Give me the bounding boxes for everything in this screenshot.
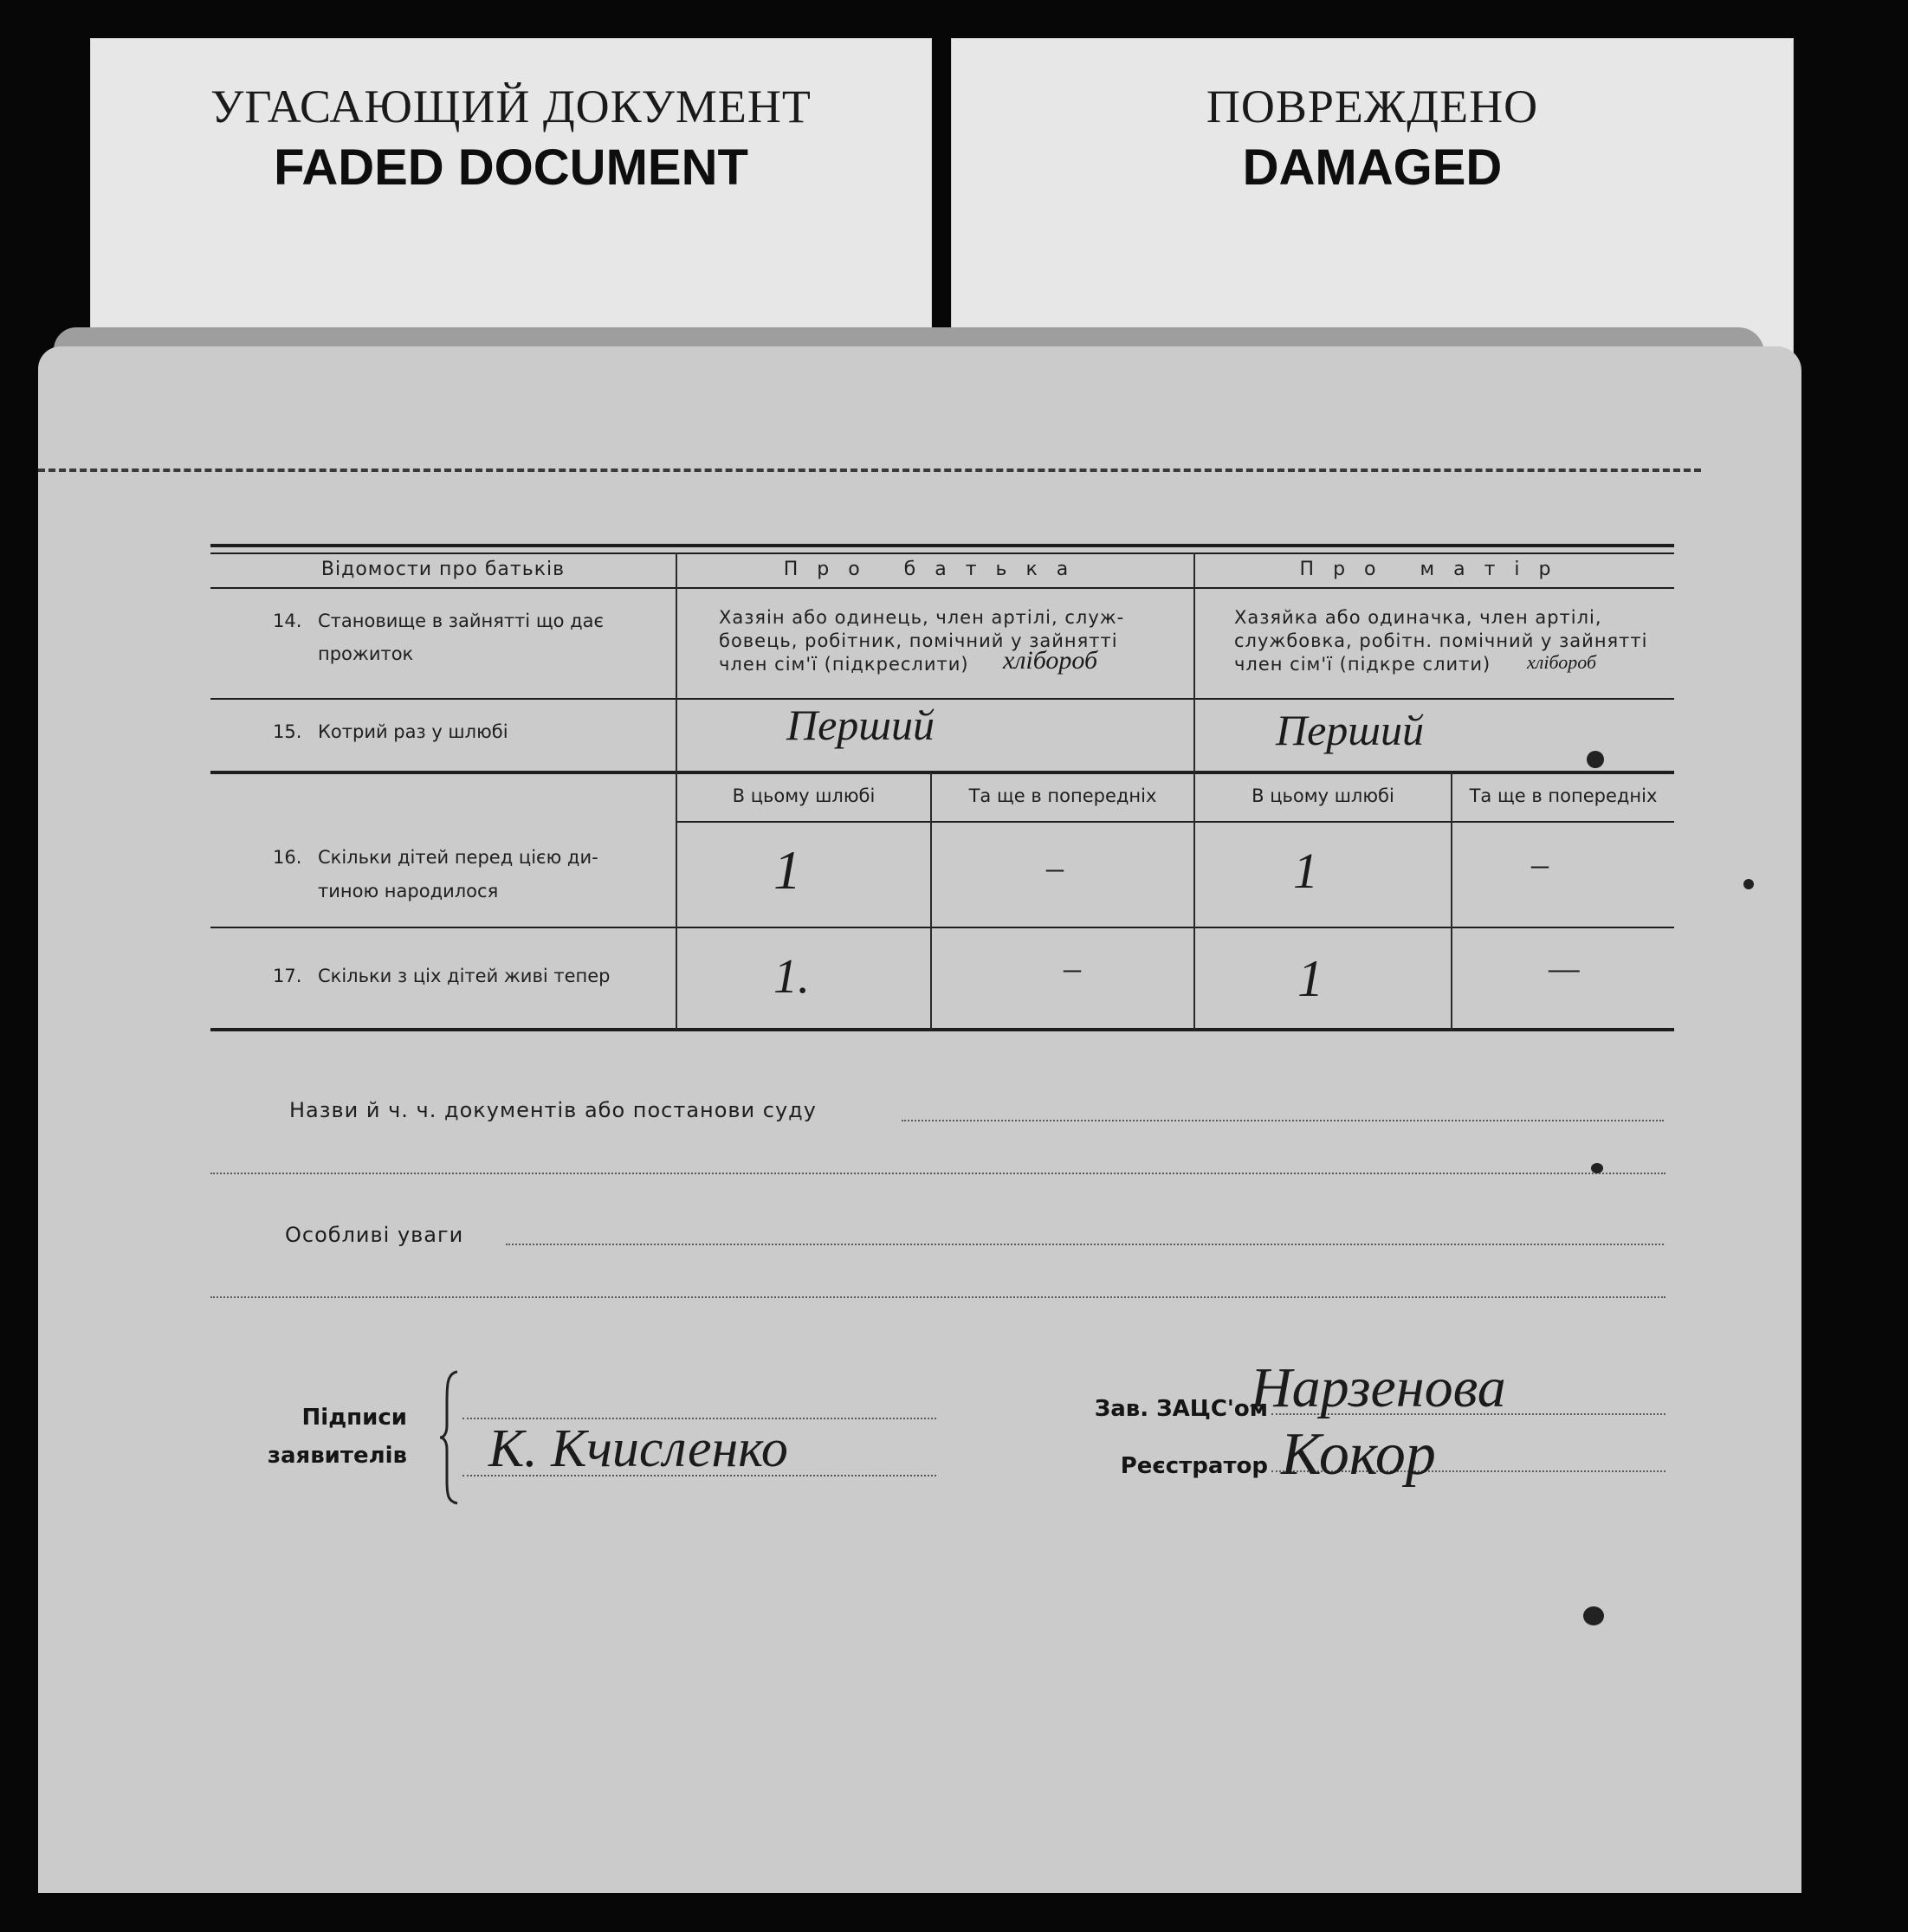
parents-info-table: [210, 544, 1674, 1031]
signatures-label-2: заявителів: [267, 1443, 407, 1469]
documents-line: [902, 1120, 1664, 1121]
head-label: Зав. ЗАЦС'ом: [1094, 1396, 1268, 1422]
subheader-mother-prev: Та ще в попередніх: [1469, 785, 1658, 806]
faded-document-label: [90, 38, 932, 354]
document-page: [38, 346, 1801, 1893]
documents-line-2: [210, 1173, 1665, 1174]
row14-label-2: прожиток: [318, 643, 414, 664]
row14-father-value: хлібороб: [1003, 646, 1098, 675]
row14-mother-options-3: член сім'ї (підкре слити): [1234, 654, 1491, 675]
row17-label: Скільки з ціх дітей живі тепер: [318, 966, 611, 986]
row14-label-1: Становище в зайнятті що дає: [318, 611, 605, 631]
punch-hole: [1583, 1606, 1604, 1625]
header-father: Про батька: [783, 559, 1088, 580]
row14-num: 14.: [273, 611, 302, 631]
row14-mother-options-2: службовка, робітн. помічний у зайнятті: [1234, 630, 1648, 651]
row16-mother-prev: –: [1531, 844, 1549, 883]
row15-father-value: Перший: [786, 701, 935, 749]
signatures-label-1: Підписи: [301, 1405, 407, 1431]
row17-father-this: 1.: [773, 950, 810, 1004]
notes-label: Особливі уваги: [285, 1223, 464, 1247]
speck: [1743, 879, 1754, 889]
applicant-signature: К. Кчисленко: [488, 1419, 788, 1478]
faded-label-ru: УГАСАЮЩИЙ ДОКУМЕНТ: [210, 81, 812, 132]
row14-father-options-3: член сім'ї (підкреслити): [719, 654, 969, 675]
row15-mother-value: Перший: [1276, 706, 1425, 754]
speck: [1591, 1163, 1603, 1173]
header-mother: Про матір: [1299, 559, 1570, 580]
damaged-document-label: [951, 38, 1794, 354]
row16-father-prev: –: [1046, 848, 1064, 887]
row16-num: 16.: [273, 847, 302, 868]
notes-line-2: [210, 1296, 1665, 1298]
row16-label-1: Скільки дітей перед цією ди-: [318, 847, 598, 868]
subheader-father-this: В цьому шлюбі: [732, 785, 876, 806]
head-signature: Нарзенова: [1251, 1356, 1506, 1419]
punch-hole: [1587, 751, 1604, 768]
header-info: Відомости про батьків: [320, 559, 566, 580]
damaged-label-en: DAMAGED: [1242, 139, 1503, 196]
row14-mother-options-1: Хазяйка або одиначка, член артілі,: [1234, 607, 1602, 628]
row17-mother-prev: —: [1549, 948, 1580, 987]
subheader-father-prev: Та ще в попередніх: [968, 785, 1157, 806]
registrar-label: Реєстратор: [1120, 1453, 1268, 1479]
row14-father-options-2: бовець, робітник, помічний у зайнятті: [719, 630, 1118, 651]
row15-num: 15.: [273, 721, 302, 742]
subheader-mother-this: В цьому шлюбі: [1252, 785, 1394, 806]
damaged-label-ru: ПОВРЕЖДЕНО: [1206, 81, 1539, 132]
row17-num: 17.: [273, 966, 302, 986]
documents-label: Назви й ч. ч. документів або постанови суду: [289, 1098, 817, 1122]
registrar-signature: Кокор: [1281, 1421, 1436, 1488]
row17-father-prev: –: [1064, 948, 1081, 987]
row14-father-options-1: Хазяін або одинець, член артілі, служ-: [719, 607, 1125, 628]
faded-label-en: FADED DOCUMENT: [274, 139, 748, 196]
notes-line: [506, 1244, 1664, 1245]
row14-mother-value: хлібороб: [1527, 651, 1597, 673]
row15-label: Котрий раз у шлюбі: [318, 721, 508, 742]
row16-label-2: тиною народилося: [318, 881, 499, 901]
row17-mother-this: 1: [1297, 950, 1323, 1007]
signature-brace: [438, 1368, 464, 1507]
perforation-line: [38, 468, 1701, 472]
row16-mother-this: 1: [1293, 843, 1318, 899]
row16-father-this: 1: [773, 839, 801, 901]
